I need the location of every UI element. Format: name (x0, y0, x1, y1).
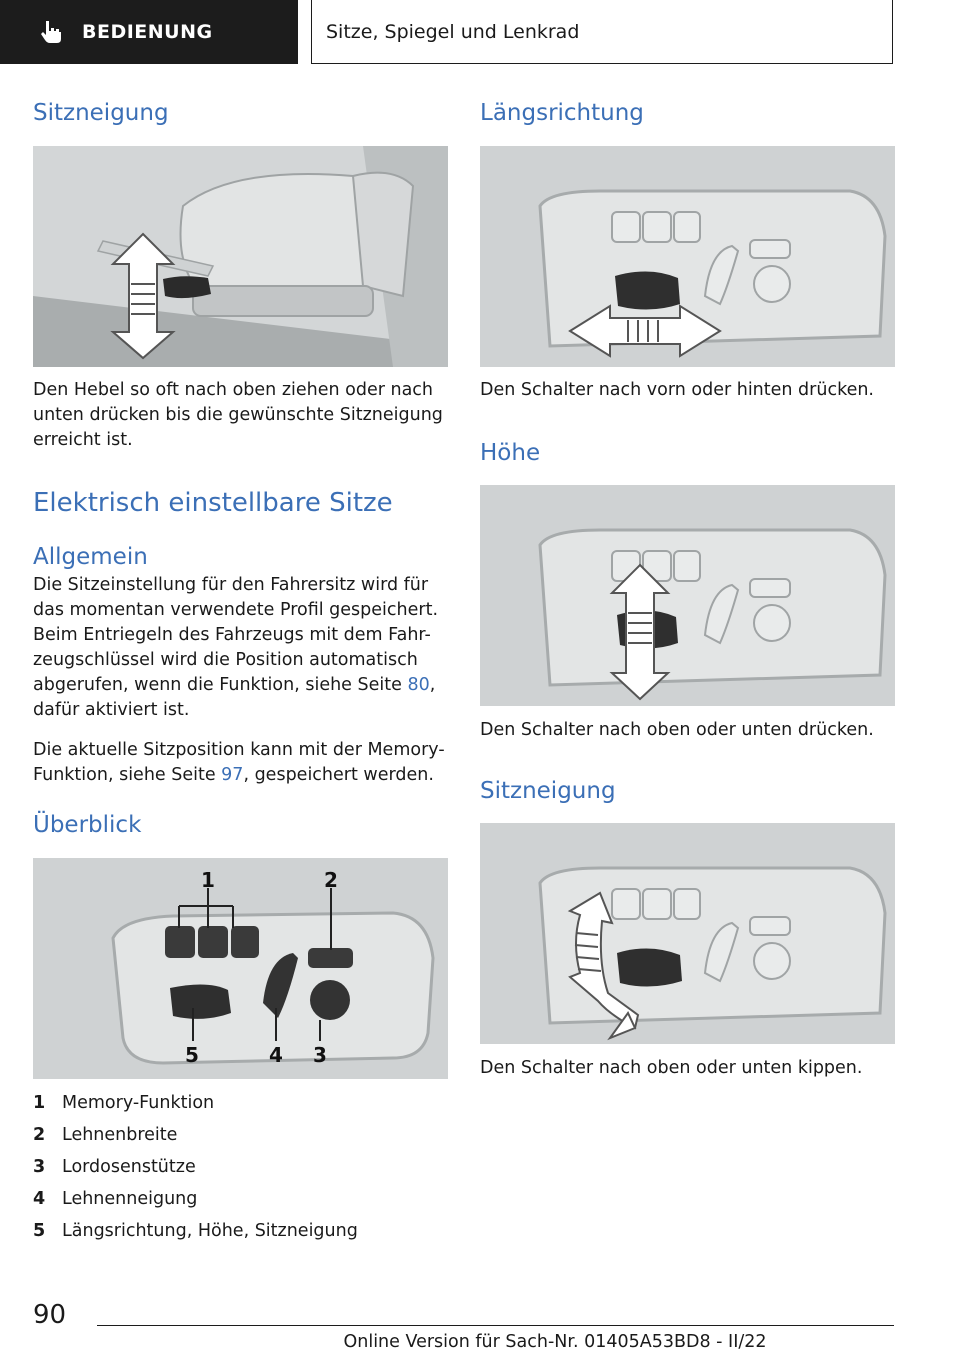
paragraph-sitzneigung-lever: Den Hebel so oft nach oben ziehen oder nach unten drücken bis die gewünschte Sitzneigung erreicht ist. (33, 380, 443, 450)
legend-item: 1 Memory-Funktion (33, 1093, 215, 1113)
footer-divider (97, 1325, 894, 1326)
heading-sitzneigung-lever: Sitzneigung (33, 100, 169, 126)
callout-4: 4 (269, 1043, 283, 1067)
legend-item: 5 Längsrichtung, Höhe, Sitzneigung (33, 1221, 358, 1241)
heading-ueberblick: Überblick (33, 812, 142, 838)
paragraph-hoehe: Den Schalter nach oben oder unten drücken. (480, 720, 874, 740)
heading-hoehe: Höhe (480, 440, 541, 466)
callout-5: 5 (185, 1043, 199, 1067)
paragraph-allgemein-1: Die Sitzeinstellung für den Fahrersitz wird für das momentan verwendete Profil gespeichert. Beim Entriegeln des Fahrzeugs mit dem Fahr-zeugschlüssel wird die Position automatisch abgerufen, wenn die Funktion, siehe Seite 80, dafür aktiviert ist. (33, 575, 439, 720)
callout-2: 2 (324, 868, 338, 892)
paragraph-sitzneigung-switch: Den Schalter nach oben oder unten kippen. (480, 1058, 863, 1078)
section-tab (0, 0, 298, 64)
heading-laengsrichtung: Längsrichtung (480, 100, 644, 126)
page-link-97[interactable]: 97 (221, 765, 244, 785)
page-link-80[interactable]: 80 (407, 675, 430, 695)
legend-item: 3 Lordosenstütze (33, 1157, 196, 1177)
seat-lever-image (33, 146, 448, 367)
heading-sitzneigung-switch: Sitzneigung (480, 778, 616, 804)
chapter-header (311, 0, 893, 64)
section-tab-label: BEDIENUNG (82, 21, 213, 43)
callout-1: 1 (201, 868, 215, 892)
seat-forward-back-image (480, 146, 895, 367)
seat-height-image (480, 485, 895, 706)
paragraph-laengsrichtung: Den Schalter nach vorn oder hinten drücken. (480, 380, 874, 400)
callout-3: 3 (313, 1043, 327, 1067)
online-version-text: Online Version für Sach-Nr. 01405A53BD8 - II/22 (343, 1332, 767, 1352)
chapter-title: Sitze, Spiegel und Lenkrad (326, 20, 580, 43)
legend-item: 4 Lehnenneigung (33, 1189, 198, 1209)
legend-list (33, 1087, 448, 1247)
heading-allgemein: Allgemein (33, 544, 148, 570)
paragraph-allgemein-2: Die aktuelle Sitzposition kann mit der Memory-Funktion, siehe Seite 97, gespeichert werden. (33, 740, 445, 785)
seat-controls-overview-image (33, 858, 448, 1079)
seat-tilt-image (480, 823, 895, 1044)
heading-elektrisch: Elektrisch einstellbare Sitze (33, 488, 393, 518)
hand-pointer-icon (38, 19, 64, 45)
page-number: 90 (33, 1300, 67, 1330)
legend-item: 2 Lehnenbreite (33, 1125, 178, 1145)
